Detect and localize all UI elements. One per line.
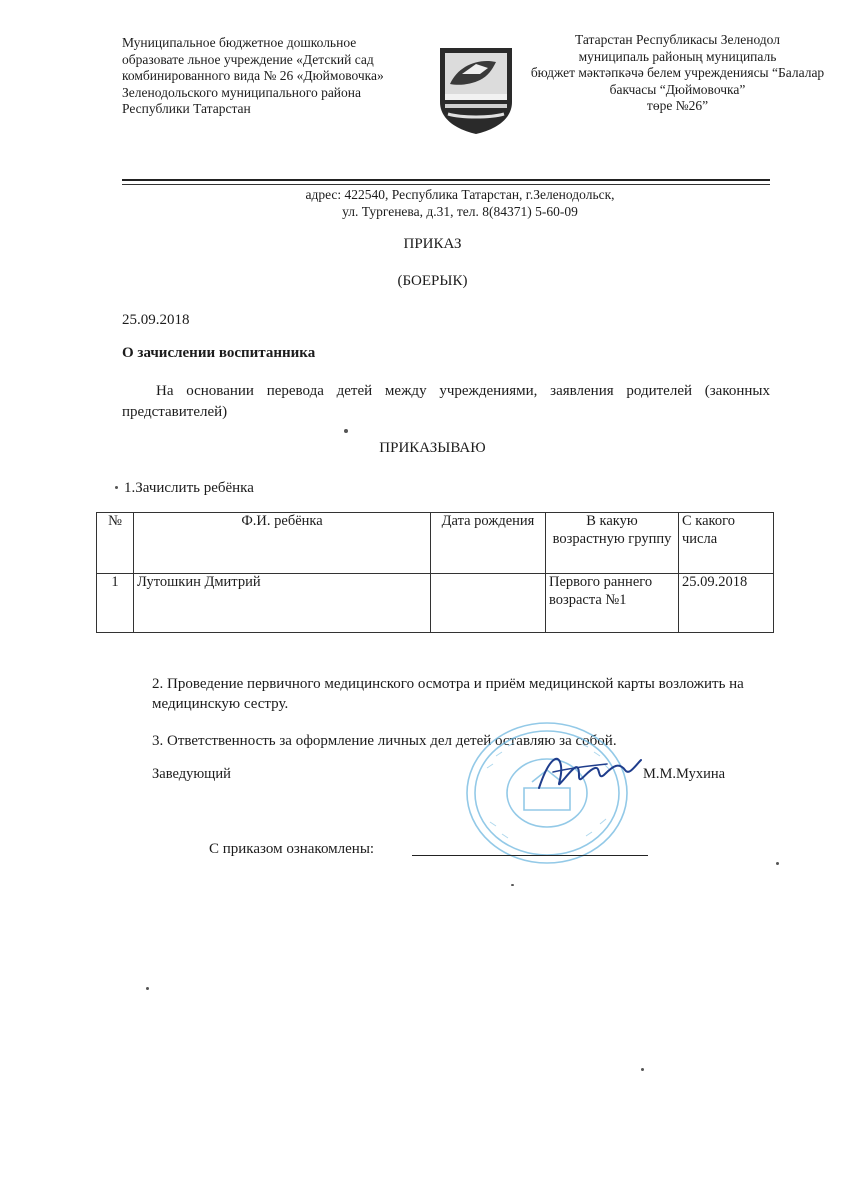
- header-left-line: образовате льное учреждение «Детский сад: [122, 51, 374, 67]
- order-subject: О зачислении воспитанника: [122, 345, 316, 361]
- address-line: ул. Тургенева, д.31, тел. 8(84371) 5-60-09: [342, 204, 578, 219]
- column-header-start-date: С какого числа: [679, 513, 774, 574]
- acknowledgement-signature-line: [412, 855, 648, 856]
- coat-of-arms-icon: [436, 44, 516, 136]
- column-header-name: Ф.И. ребёнка: [134, 513, 431, 574]
- table-header-row: [97, 513, 774, 574]
- header-divider-thick: [122, 179, 770, 181]
- header-right-line: муниципаль районың муниципаль: [578, 48, 777, 64]
- cell-child-name: Лутошкин Дмитрий: [134, 574, 431, 633]
- signature-icon: [535, 748, 645, 803]
- document-title-tatar: (БОЕРЫК): [397, 273, 468, 289]
- scan-speck: [344, 429, 348, 433]
- scan-speck: [146, 987, 149, 990]
- enrollment-table: [96, 512, 774, 633]
- institution-name-russian: [122, 35, 422, 118]
- institution-name-tatar: [505, 32, 850, 115]
- signer-position: Заведующий: [152, 766, 231, 782]
- table-row: [97, 574, 774, 633]
- scan-speck: [511, 884, 514, 886]
- order-item-2: 2. Проведение первичного медицинского осмотра и приём медицинской карты возложить на медицинскую сестру.: [152, 676, 744, 712]
- address-line: адрес: 422540, Республика Татарстан, г.Зеленодольск,: [305, 187, 615, 202]
- scan-speck: [776, 862, 779, 865]
- header-left-line: Муниципальное бюджетное дошкольное: [122, 35, 357, 50]
- header-left-line: комбинированного вида № 26 «Дюймовочка»: [122, 68, 384, 83]
- acknowledgement-label: С приказом ознакомлены:: [209, 841, 375, 857]
- header-right-line: Татарстан Республикасы Зеленодол: [575, 32, 780, 47]
- document-title: ПРИКАЗ: [403, 236, 462, 252]
- signer-name: М.М.Мухина: [643, 766, 726, 782]
- order-date: 25.09.2018: [122, 312, 190, 328]
- header-left-line: Зеленодольского муниципального района: [122, 84, 361, 100]
- header-right-line: төре №26”: [646, 98, 709, 113]
- order-item-1: 1.Зачислить ребёнка: [124, 480, 254, 496]
- column-header-number: №: [97, 513, 134, 574]
- header-right-line: бакчасы “Дюймовочка”: [609, 81, 746, 97]
- header-left-line: Республики Татарстан: [122, 101, 251, 116]
- header-divider-thin: [122, 184, 770, 185]
- column-header-group: В какую возрастную группу: [546, 513, 679, 574]
- scan-speck: [115, 486, 118, 489]
- cell-start-date: 25.09.2018: [679, 574, 774, 633]
- order-basis: На основании перевода детей между учреждениями, заявления родителей (законных представителей): [122, 383, 770, 420]
- order-directive: ПРИКАЗЫВАЮ: [379, 440, 486, 456]
- scan-speck: [641, 1068, 644, 1071]
- column-header-birthdate: Дата рождения: [431, 513, 546, 574]
- order-item-3: 3. Ответственность за оформление личных дел детей оставляю за собой.: [152, 733, 617, 749]
- cell-number: 1: [97, 574, 134, 633]
- header-right-line: бюджет мәктәпкәчә белем учреждениясы “Балалар: [530, 65, 825, 80]
- cell-birthdate: [431, 574, 546, 633]
- address-block: [250, 186, 670, 220]
- cell-group: Первого раннего возраста №1: [546, 574, 679, 633]
